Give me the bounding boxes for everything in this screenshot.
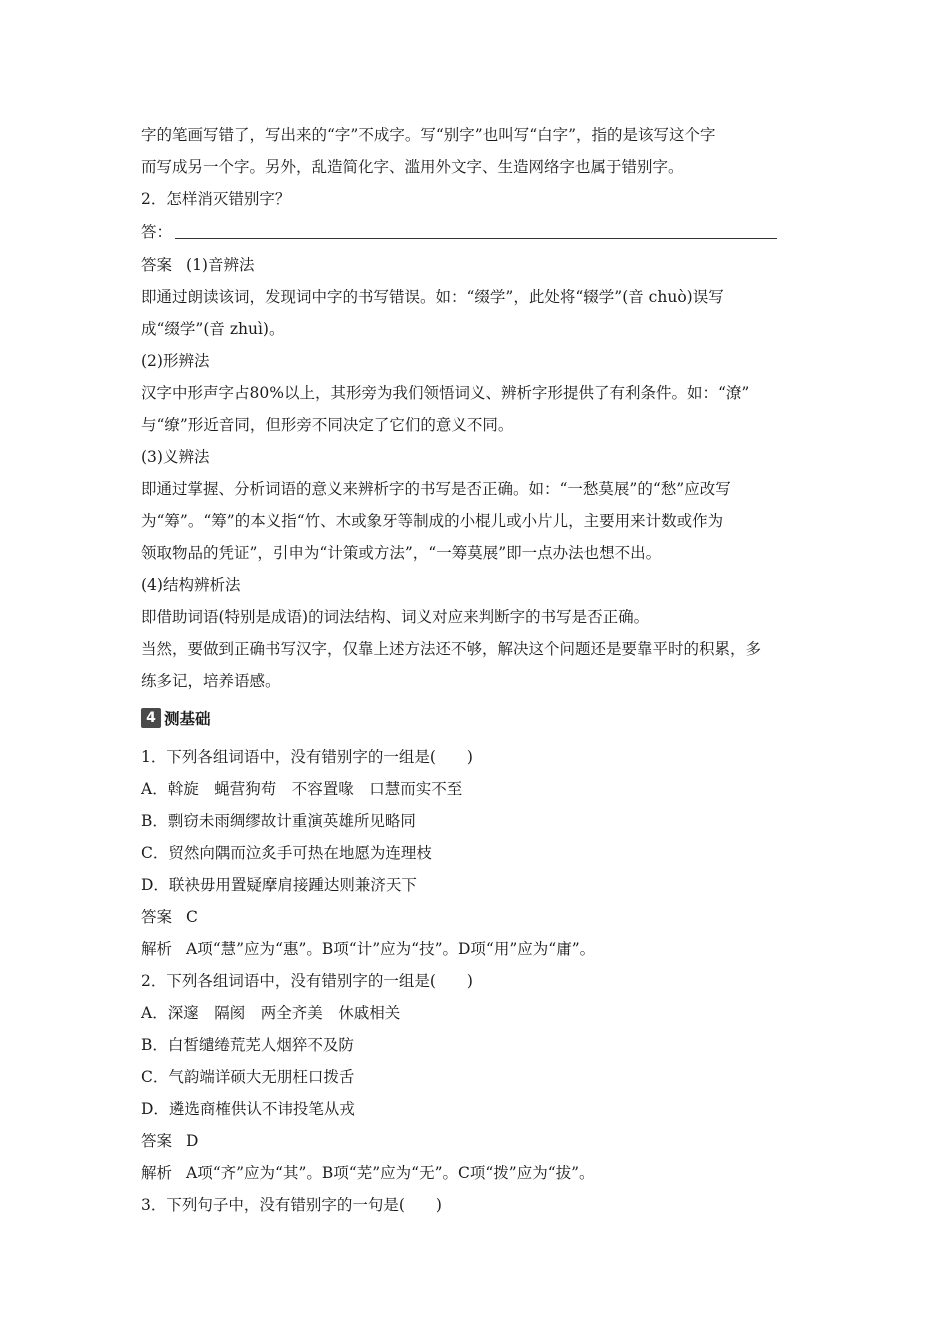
question-2-option-b: B．白皙缱绻荒芜人烟猝不及防	[141, 1036, 354, 1054]
paragraph-line: 领取物品的凭证”，引申为“计策或方法”，“一筹莫展”即一点办法也想不出。	[141, 544, 662, 562]
question-1-option-c: C．贸然向隅而泣炙手可热在地愿为连理枝	[141, 844, 432, 862]
answer-value: C	[186, 908, 198, 926]
question-2-answer	[141, 1130, 821, 1152]
section-heading	[141, 706, 211, 730]
method-2-title: (2)形辨法	[141, 352, 210, 370]
answer-value: D	[186, 1132, 199, 1150]
method-3-title: (3)义辨法	[141, 448, 210, 466]
question-2-stem: 2．下列各组词语中，没有错别字的一组是( )	[141, 972, 473, 990]
paragraph-line: 成“缀学”(音 zhuì)。	[141, 320, 285, 338]
paragraph-line: 即通过朗读该词，发现词中字的书写错误。如：“缀学”，此处将“辍学”(音 chuò)误写	[141, 288, 724, 306]
question-1-stem: 1．下列各组词语中，没有错别字的一组是( )	[141, 748, 473, 766]
question-1-option-d: D．联袂毋用置疑摩肩接踵达则兼济天下	[141, 876, 417, 894]
question-1-answer	[141, 906, 821, 928]
paragraph-line: 即借助词语(特别是成语)的词法结构、词义对应来判断字的书写是否正确。	[141, 608, 650, 626]
question-2-option-d: D．遴选商榷供认不讳投笔从戎	[141, 1100, 355, 1118]
section-number-badge: 4	[141, 708, 161, 728]
question-2-analysis	[141, 1162, 821, 1184]
question-2-heading: 2．怎样消灭错别字？	[141, 190, 291, 208]
paragraph-line: 练多记，培养语感。	[141, 672, 281, 690]
paragraph-line: 而写成另一个字。另外，乱造简化字、滥用外文字、生造网络字也属于错别字。	[141, 158, 684, 176]
question-2-option-c: C．气韵端详硕大无朋枉口拨舌	[141, 1068, 355, 1086]
section-title: 测基础	[164, 710, 211, 728]
paragraph-line: 当然，要做到正确书写汉字，仅靠上述方法还不够，解决这个问题还是要靠平时的积累，多	[141, 640, 762, 658]
question-1-option-b: B．剽窃未雨绸缪故计重演英雄所见略同	[141, 812, 416, 830]
paragraph-line: 即通过掌握、分析词语的意义来辨析字的书写是否正确。如：“一愁莫展”的“愁”应改写	[141, 480, 731, 498]
method-4-title: (4)结构辨析法	[141, 576, 241, 594]
paragraph-line: 汉字中形声字占80%以上，其形旁为我们领悟词义、辨析字形提供了有利条件。如：“潦”	[141, 384, 750, 402]
method-1-heading	[141, 254, 821, 276]
analysis-text: A项“慧”应为“惠”。B项“计”应为“技”。D项“用”应为“庸”。	[186, 940, 596, 958]
answer-label: 答案	[141, 256, 173, 274]
answer-label: 答案	[141, 908, 173, 926]
paragraph-line: 字的笔画写错了，写出来的“字”不成字。写“别字”也叫写“白字”，指的是该写这个字	[141, 126, 716, 144]
question-1-analysis	[141, 938, 821, 960]
method-1-title: (1)音辨法	[186, 256, 255, 274]
answer-blank-line	[175, 238, 777, 239]
answer-label: 答案	[141, 1132, 173, 1150]
analysis-label: 解析	[141, 1164, 173, 1182]
answer-prefix: 答：	[141, 223, 173, 241]
question-2-option-a: A．深邃 隔阂 两全齐美 休戚相关	[141, 1004, 401, 1022]
analysis-label: 解析	[141, 940, 173, 958]
question-3-stem: 3．下列句子中，没有错别字的一句是( )	[141, 1196, 442, 1214]
analysis-text: A项“齐”应为“其”。B项“芜”应为“无”。C项“拨”应为“拔”。	[186, 1164, 595, 1182]
paragraph-line: 与“缭”形近音同，但形旁不同决定了它们的意义不同。	[141, 416, 514, 434]
question-1-option-a: A．斡旋 蝇营狗苟 不容置喙 口慧而实不至	[141, 780, 463, 798]
paragraph-line: 为“筹”。“筹”的本义指“竹、木或象牙等制成的小棍儿或小片儿，主要用来计数或作为	[141, 512, 724, 530]
